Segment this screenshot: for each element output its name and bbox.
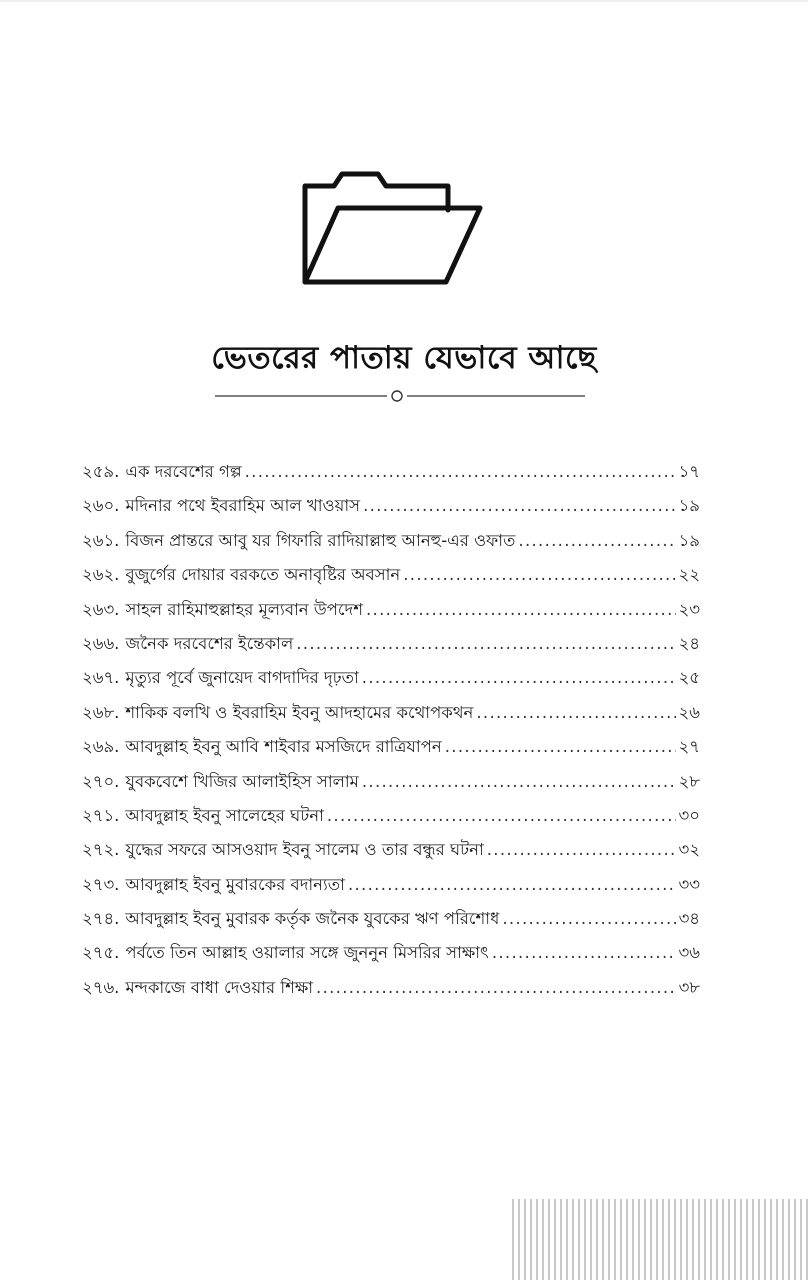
toc-entry-number: ২৭৫. [82, 943, 120, 963]
toc-entry-number: ২৬৩. [82, 599, 120, 619]
toc-entry-number: ২৬৮. [82, 702, 120, 722]
toc-entry-number: ২৭১. [82, 805, 120, 825]
toc-entry-page: ২৪ [678, 633, 700, 653]
toc-entry-page: ১৭ [678, 462, 700, 481]
toc-leader-dots [245, 455, 676, 489]
toc-entry-number: ২৭০. [82, 771, 120, 791]
toc-entry-title: এক দরবেশের গল্প [125, 462, 242, 481]
toc-leader-dots [487, 833, 676, 867]
toc-entry-page: ২৭ [678, 737, 700, 757]
toc-entry-title: জনৈক দরবেশের ইন্তেকাল [125, 633, 294, 653]
top-edge-line [0, 0, 808, 2]
toc-entry [82, 489, 700, 523]
toc-entry-title: পর্বতে তিন আল্লাহ ওয়ালার সঙ্গে জুননুন মিসরির সাক্ষাৎ [125, 943, 489, 963]
toc-entry [82, 833, 700, 867]
toc-entry-title: বিজন প্রান্তরে আবু যর গিফারি রাদিয়াল্লাহু আনহু-এর ওফাত [125, 530, 516, 550]
toc-entry-number: ২৭৩. [82, 874, 120, 894]
toc-leader-dots [445, 730, 676, 764]
toc-entry-page: ২৫ [678, 668, 700, 688]
toc-entry-page: ১৯ [678, 496, 700, 516]
toc-leader-dots [363, 489, 675, 523]
toc-entry [82, 971, 700, 1005]
circle-ornament-icon [215, 388, 585, 404]
toc-leader-dots [316, 971, 676, 1005]
toc-leader-dots [348, 868, 676, 902]
toc-entry-number: ২৬৭. [82, 668, 120, 688]
toc-entry [82, 765, 700, 799]
toc-entry-page: ৩৮ [678, 977, 700, 997]
toc-entry-title: যুদ্ধের সফরে আসওয়াদ ইবনু সালেম ও তার বন্ধুর ঘটনা [125, 840, 484, 860]
toc-entry-page: ৩৩ [678, 874, 700, 894]
toc-entry-page: ৩০ [678, 805, 700, 825]
toc-leader-dots [492, 936, 676, 970]
toc-entry-page: ২৮ [678, 771, 700, 791]
toc-entry-number: ২৬২. [82, 565, 120, 585]
toc-entry [82, 627, 700, 661]
toc-entry [82, 455, 700, 489]
toc-entry [82, 868, 700, 902]
toc-entry-title: আবদুল্লাহ ইবনু সালেহের ঘটনা [125, 805, 324, 825]
toc-leader-dots [366, 593, 676, 627]
toc-entry [82, 799, 700, 833]
toc-entry-number: ২৬৯. [82, 737, 120, 757]
toc-entry [82, 661, 700, 695]
toc-entry [82, 593, 700, 627]
toc-entry [82, 902, 700, 936]
toc-entry-page: ২৬ [678, 702, 700, 722]
toc-entry-number: ২৭২. [82, 840, 120, 860]
toc-entry-number: ২৬৬. [82, 633, 120, 653]
toc-entry-title: মদিনার পথে ইবরাহিম আল খাওয়াস [125, 496, 361, 516]
toc-leader-dots [327, 799, 676, 833]
toc-entry-title: মন্দকাজে বাধা দেওয়ার শিক্ষা [125, 977, 314, 997]
toc-entry-number: ২৫৯. [82, 462, 120, 481]
toc-entry-title: যুবকবেশে খিজির আলাইহিস সালাম [125, 771, 359, 791]
toc-entry-number: ২৬০. [82, 496, 120, 516]
toc-leader-dots [296, 627, 675, 661]
toc-leader-dots [518, 524, 675, 558]
toc-entry-title: আবদুল্লাহ ইবনু মুবারকের বদান্যতা [125, 874, 345, 894]
toc-entry [82, 730, 700, 764]
decorative-stripes [512, 1199, 808, 1280]
toc-entry-title: আবদুল্লাহ ইবনু আবি শাইবার মসজিদে রাত্রিযাপন [125, 737, 442, 757]
toc-entry-title: বুজুর্গের দোয়ার বরকতে অনাবৃষ্টির অবসান [125, 565, 401, 585]
page-title: ভেতরের পাতায় যেভাবে আছে [211, 340, 597, 376]
toc-entry-page: ২৩ [678, 599, 700, 619]
toc-entry-page: ৩৬ [678, 943, 700, 963]
toc-entry-title: মৃত্যুর পূর্বে জুনায়েদ বাগদাদির দৃঢ়তা [125, 668, 359, 688]
toc-leader-dots [362, 765, 676, 799]
toc-leader-dots [476, 696, 675, 730]
toc-leader-dots [362, 661, 676, 695]
toc-leader-dots [502, 902, 675, 936]
toc-leader-dots [403, 558, 675, 592]
table-of-contents [82, 455, 700, 1005]
toc-entry-page: ৩৪ [678, 909, 700, 929]
toc-entry-page: ১৯ [678, 530, 700, 550]
toc-entry-page: ২২ [678, 565, 700, 585]
toc-entry-number: ২৬১. [82, 530, 120, 550]
folder-open-icon [296, 168, 488, 292]
toc-entry [82, 524, 700, 558]
toc-entry-number: ২৭৪. [82, 909, 120, 929]
toc-entry [82, 558, 700, 592]
toc-entry-title: আবদুল্লাহ ইবনু মুবারক কর্তৃক জনৈক যুবকের ঋণ পরিশোধ [125, 909, 500, 929]
toc-entry-page: ৩২ [678, 840, 700, 860]
toc-entry-title: সাহল রাহিমাহুল্লাহর মূল্যবান উপদেশ [125, 599, 363, 619]
toc-entry [82, 936, 700, 970]
toc-entry [82, 696, 700, 730]
toc-entry-number: ২৭৬. [82, 977, 120, 997]
toc-entry-title: শাকিক বলখি ও ইবরাহিম ইবনু আদহামের কথোপকথন [125, 702, 474, 722]
